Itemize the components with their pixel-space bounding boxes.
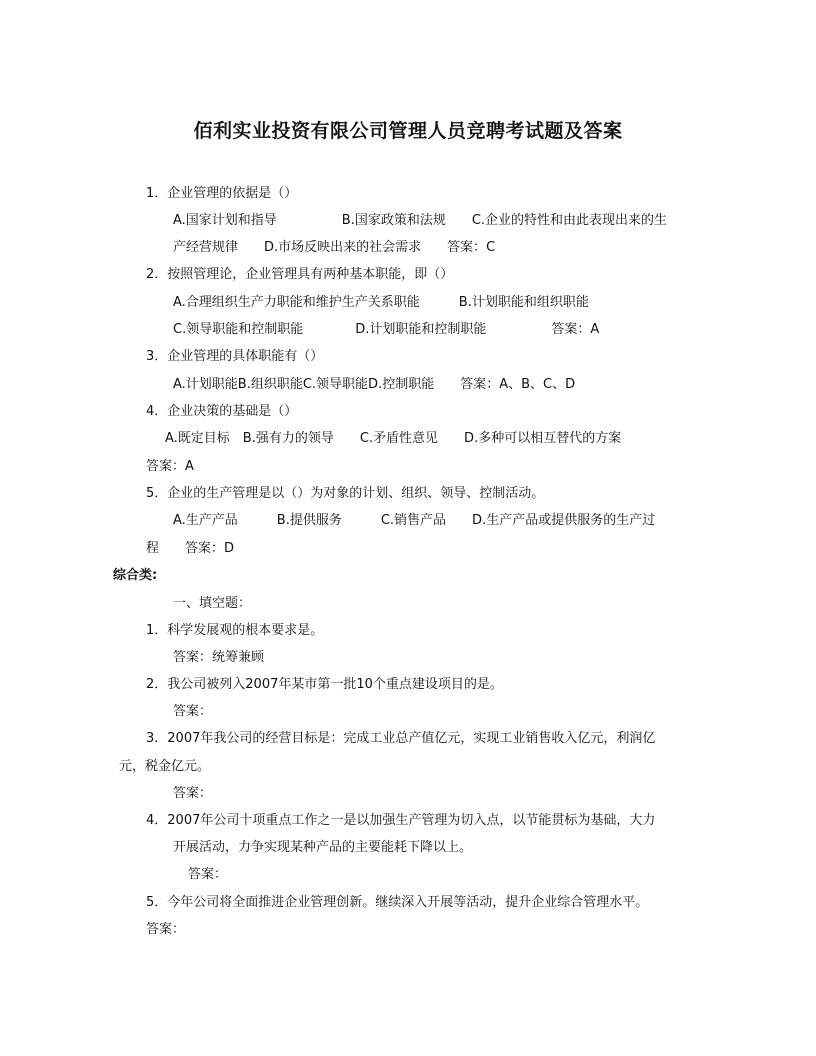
question-4-answer: 答案：A: [146, 459, 194, 474]
fill-in-answer-5: 答案：: [146, 922, 186, 937]
fill-in-answer-1: 答案：统筹兼顾: [173, 650, 265, 665]
fill-in-question-5: 5．今年公司将全面推进企业管理创新。继续深入开展等活动，提升企业综合管理水平。: [146, 895, 649, 910]
subsection-heading: 一、填空题：: [173, 596, 252, 611]
question-4-options-line-1: A.既定目标 B.强有力的领导 C.矛盾性意见 D.多种可以相互替代的方案: [165, 431, 622, 446]
question-5-options-line-2: 程 答案：D: [146, 541, 235, 556]
fill-in-answer-4: 答案：: [188, 867, 228, 882]
fill-in-question-4-line-1: 4．2007年公司十项重点工作之一是以加强生产管理为切入点，以节能贯标为基础，大力: [146, 813, 656, 828]
fill-in-question-3-line-2: 元，税金亿元。: [119, 759, 211, 774]
question-2-options-line-2: C.领导职能和控制职能 D.计划职能和控制职能 答案：A: [173, 322, 600, 337]
question-3: 3．企业管理的具体职能有（）: [146, 349, 324, 364]
question-1-options-line-1: A.国家计划和指导 B.国家政策和法规 C.企业的特性和由此表现出来的生: [173, 213, 668, 228]
fill-in-answer-3: 答案：: [173, 786, 213, 801]
section-heading: 综合类:: [113, 568, 158, 583]
fill-in-question-1: 1．科学发展观的根本要求是。: [146, 623, 324, 638]
question-5-options-line-1: A.生产产品 B.提供服务 C.销售产品 D.生产产品或提供服务的生产过: [173, 513, 656, 528]
fill-in-question-4-line-2: 开展活动，力争实现某种产品的主要能耗下降以上。: [173, 840, 473, 855]
question-3-options-line-1: A.计划职能B.组织职能C.领导职能D.控制职能 答案：A、B、C、D: [173, 377, 576, 392]
fill-in-question-3-line-1: 3．2007年我公司的经营目标是：完成工业总产值亿元，实现工业销售收入亿元，利润亿: [146, 731, 656, 746]
document-title: 佰利实业投资有限公司管理人员竞聘考试题及答案: [193, 120, 623, 142]
question-2: 2．按照管理论，企业管理具有两种基本职能，即（）: [146, 267, 454, 282]
question-5: 5．企业的生产管理是以（）为对象的计划、组织、领导、控制活动。: [146, 486, 545, 501]
question-4: 4．企业决策的基础是（）: [146, 404, 298, 419]
question-1: 1．企业管理的依据是（）: [146, 186, 298, 201]
fill-in-answer-2: 答案：: [173, 704, 213, 719]
fill-in-question-2: 2．我公司被列入2007年某市第一批10个重点建设项目的是。: [146, 677, 503, 692]
question-2-options-line-1: A.合理组织生产力职能和维护生产关系职能 B.计划职能和组织职能: [173, 295, 589, 310]
question-1-options-line-2: 产经营规律 D.市场反映出来的社会需求 答案：C: [173, 240, 496, 255]
